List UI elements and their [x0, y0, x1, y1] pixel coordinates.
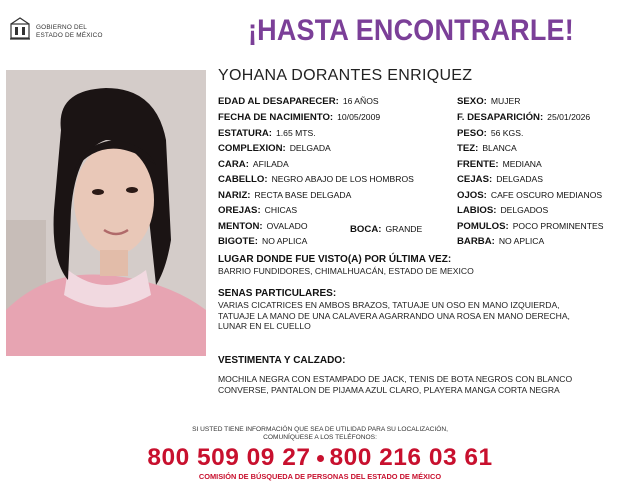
ojos-value: CAFE OSCURO MEDIANOS: [490, 190, 603, 200]
commission-name: COMISIÓN DE BÚSQUEDA DE PERSONAS DEL ESTADO DE MÉXICO: [198, 472, 442, 481]
field-barba: [457, 236, 544, 247]
complexion-value: DELGADA: [289, 143, 331, 153]
nacimiento-label: FECHA DE NACIMIENTO:: [218, 112, 334, 123]
cejas-value: DELGADAS: [496, 174, 543, 184]
field-estatura: [218, 128, 316, 139]
field-cejas: [457, 174, 543, 185]
clothing-text: [218, 374, 628, 395]
field-ojos: [457, 190, 602, 201]
cejas-label: CEJAS:: [457, 174, 493, 185]
field-labios: [457, 205, 548, 216]
footer-note: [0, 426, 640, 442]
marks-line-3: LUNAR EN EL CUELLO: [218, 321, 311, 332]
person-name: YOHANA DORANTES ENRIQUEZ: [218, 67, 473, 84]
bigote-label: BIGOTE:: [218, 236, 258, 247]
logo-line-1: GOBIERNO DEL: [36, 24, 88, 31]
tez-label: TEZ:: [457, 143, 479, 154]
field-boca: [350, 224, 422, 235]
field-bigote: [218, 236, 307, 247]
phone-number-2[interactable]: 800 216 03 61: [329, 444, 493, 471]
nacimiento-value: 10/05/2009: [337, 112, 381, 122]
bigote-value: NO APLICA: [261, 236, 308, 246]
marks-line-1: VARIAS CICATRICES EN AMBOS BRAZOS, TATUAJE UN OSO EN MANO IZQUIERDA,: [218, 300, 560, 310]
orejas-label: OREJAS:: [218, 205, 261, 216]
labios-value: DELGADOS: [500, 205, 549, 215]
footer-note-line-1: SI USTED TIENE INFORMACIÓN QUE SEA DE UTILIDAD PARA SU LOCALIZACIÓN,: [192, 426, 448, 433]
field-frente: [457, 159, 542, 170]
estatura-label: ESTATURA:: [218, 128, 273, 139]
boca-label: BOCA:: [350, 224, 382, 235]
last-seen-label: LUGAR DONDE FUE VISTO(A) POR ÚLTIMA VEZ:: [218, 254, 452, 265]
field-sexo: [457, 96, 520, 107]
tez-value: BLANCA: [482, 143, 517, 153]
field-cabello: [218, 174, 414, 185]
field-tez: [457, 143, 517, 154]
barba-label: BARBA:: [457, 236, 495, 247]
coat-of-arms-icon: [8, 16, 32, 42]
estatura-value: 1.65 MTS.: [276, 128, 316, 138]
desaparicion-label: F. DESAPARICIÓN:: [457, 112, 544, 123]
frente-value: MEDIANA: [502, 159, 542, 169]
labios-label: LABIOS:: [457, 205, 497, 216]
logo-line-2: ESTADO DE MÉXICO: [36, 31, 103, 39]
marks-text: [218, 300, 628, 332]
boca-value: GRANDE: [385, 224, 423, 234]
pomulos-label: POMULOS:: [457, 221, 509, 232]
complexion-label: COMPLEXION:: [218, 143, 286, 154]
nariz-label: NARIZ:: [218, 190, 251, 201]
ojos-label: OJOS:: [457, 190, 487, 201]
marks-line-2: TATUAJE LA MANO DE UNA CALAVERA AGARRANDO UNA ROSA EN MANO DERECHA,: [218, 310, 570, 321]
field-pomulos: [457, 221, 603, 232]
clothing-label: VESTIMENTA Y CALZADO:: [218, 355, 346, 366]
field-nariz: [218, 190, 351, 201]
cabello-value: NEGRO ABAJO DE LOS HOMBROS: [271, 174, 414, 184]
phone-number-1[interactable]: 800 509 09 27: [147, 444, 311, 471]
cabello-label: CABELLO:: [218, 174, 268, 185]
banner-title: ¡HASTA ENCONTRARLE!: [248, 14, 574, 47]
frente-label: FRENTE:: [457, 159, 499, 170]
field-edad: [218, 96, 379, 107]
sexo-value: MUJER: [490, 96, 521, 106]
nariz-value: RECTA BASE DELGADA: [254, 190, 352, 200]
field-peso: [457, 128, 523, 139]
field-menton: [218, 221, 308, 232]
government-logo: [8, 16, 128, 56]
missing-person-photo: [6, 70, 206, 356]
edad-value: 16 AÑOS: [342, 96, 379, 106]
field-complexion: [218, 143, 331, 154]
peso-value: 56 KGS.: [490, 128, 524, 138]
field-nacimiento: [218, 112, 380, 123]
orejas-value: CHICAS: [264, 205, 298, 215]
field-orejas: [218, 205, 297, 216]
edad-label: EDAD AL DESAPARECER:: [218, 96, 339, 107]
cara-value: AFILADA: [252, 159, 289, 169]
phone-numbers: [0, 444, 640, 472]
portrait-illustration: [6, 70, 206, 356]
clothing-line-1: MOCHILA NEGRA CON ESTAMPADO DE JACK, TENIS DE BOTA NEGROS CON BLANCO: [218, 374, 573, 384]
footer-note-line-2: COMUNÍQUESE A LOS TELÉFONOS:: [263, 434, 377, 441]
menton-label: MENTON:: [218, 221, 263, 232]
pomulos-value: POCO PROMINENTES: [512, 221, 604, 231]
logo-text: [36, 24, 103, 39]
peso-label: PESO:: [457, 128, 487, 139]
clothing-line-2: CONVERSE, PANTALON DE PIJAMA AZUL CLARO, PLAYERA MANGA CORTA NEGRA: [218, 384, 560, 395]
desaparicion-value: 25/01/2026: [547, 112, 591, 122]
sexo-label: SEXO:: [457, 96, 487, 107]
menton-value: OVALADO: [266, 221, 308, 231]
field-desaparicion: [457, 112, 590, 123]
cara-label: CARA:: [218, 159, 249, 170]
marks-label: SENAS PARTICULARES:: [218, 288, 337, 299]
barba-value: NO APLICA: [498, 236, 545, 246]
separator-dot-icon: [317, 455, 324, 462]
last-seen-value: BARRIO FUNDIDORES, CHIMALHUACÁN, ESTADO DE MEXICO: [218, 266, 474, 276]
field-cara: [218, 159, 289, 170]
